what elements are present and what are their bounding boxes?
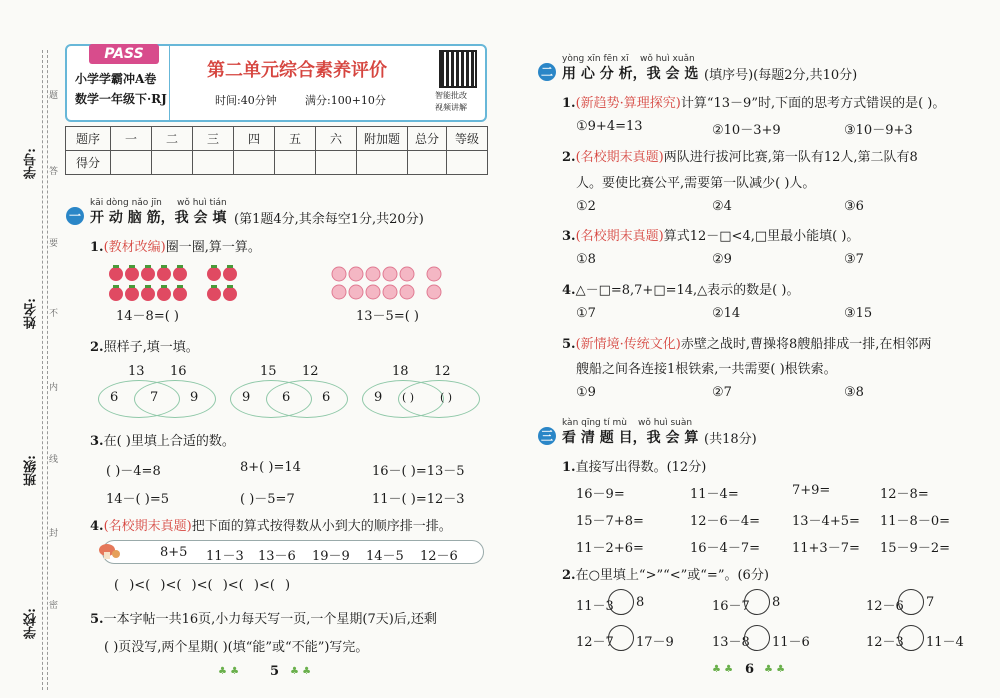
section-title: 看 清 题 目，我 会 算 [562,430,699,446]
venn-top-right: 12 [434,364,451,379]
venn-top-left: 13 [128,364,145,379]
full-score: 满分:100+10分 [305,94,386,107]
score-cell[interactable] [316,151,357,175]
option[interactable]: ①9 [576,385,596,400]
calc-question-2: 2.在○里填上“>”“<”或“=”。(6分) [562,568,769,583]
score-cell[interactable] [152,151,193,175]
option[interactable]: ②4 [712,199,732,214]
table-cell: 一 [111,127,152,151]
order-answer-blanks[interactable]: ( )<( )<( )<( )<( )<( ) [114,578,291,593]
compare-left: 11－3 [576,599,614,614]
choice-question-5: 5.(新情境·传统文化)赤壁之战时,曹操将8艘船排成一排,在相邻两 [562,337,932,352]
table-cell: 附加题 [357,127,408,151]
qr-code-icon [439,50,477,88]
margin-char: 密 [49,601,59,611]
table-cell: 等级 [447,127,488,151]
margin-char: 封 [49,529,59,539]
equation-1: 14－8=( ) [116,309,179,324]
choice-question-2-line2: 人。要使比赛公平,需要第一队减少( )人。 [576,176,816,191]
calc-item[interactable]: 11－4= [690,487,739,502]
table-cell: 总分 [408,127,447,151]
question-4: 4.(名校期末真题)把下面的算式按得数从小到大的顺序排一排。 [90,519,452,534]
class-label: 班级: [24,455,39,486]
section-title: 用 心 分 析，我 会 选 [562,66,699,82]
compare-right: 8 [772,595,781,610]
choice-question-2: 2.(名校期末真题)两队进行拔河比赛,第一队有12人,第二队有8 [562,150,918,165]
compare-circle[interactable] [898,589,924,615]
calc-item[interactable]: 11－8－0= [880,514,950,529]
option[interactable]: ②9 [712,252,732,267]
calc-item[interactable]: 12－6－4= [690,514,760,529]
section-badge: 一 [66,207,84,225]
question-3: 3.在( )里填上合适的数。 [90,434,235,449]
binding-line-2 [47,50,48,690]
section-pinyin: wǒ huì suàn [638,418,693,428]
section-pinyin: wǒ huì tián [177,198,227,208]
table-cell: 三 [193,127,234,151]
compare-circle[interactable] [744,589,770,615]
compare-left: 12－3 [866,635,904,650]
venn-middle: 6 [282,390,291,405]
compare-left: 16－7 [712,599,750,614]
question-2: 2.照样子,填一填。 [90,340,199,355]
section-note: (填序号)(每题2分,共10分) [704,68,858,83]
venn-left: 9 [242,390,251,405]
sprout-icon: ♣ ♣ [764,664,786,675]
student-id-label: 学号: [24,148,39,179]
compare-right: 7 [926,595,935,610]
expression: 12－6 [420,549,458,564]
page-title: 第二单元综合素养评价 [207,60,387,81]
page-number-right: 6 [745,662,755,677]
score-table [65,126,488,175]
compare-right: 11－6 [772,635,810,650]
expression: 8+5 [160,545,188,560]
table-cell: 六 [316,127,357,151]
margin-char: 题 [49,91,59,101]
venn-left: 6 [110,390,119,405]
venn-ellipse [266,380,348,418]
equation-2: 13－5=( ) [356,309,419,324]
fill-blank-item[interactable]: 14－( )=5 [106,492,169,507]
score-cell[interactable] [111,151,152,175]
venn-top-left: 15 [260,364,277,379]
calc-item[interactable]: 12－8= [880,487,929,502]
sprout-icon: ♣ ♣ [218,666,240,677]
venn-left: 9 [374,390,383,405]
book-name: 小学学霸冲A卷 [75,72,157,86]
fill-blank-item[interactable]: 8+( )=14 [240,460,301,475]
choice-question-4: 4.△－□=8,7+□=14,△表示的数是( )。 [562,283,800,298]
grade-label: 数学一年级下·RJ [75,92,167,106]
compare-right: 17－9 [636,635,674,650]
compare-right: 11－4 [926,635,964,650]
section-badge: 二 [538,63,556,81]
venn-top-left: 18 [392,364,409,379]
margin-char: 答 [49,167,59,177]
table-cell: 五 [275,127,316,151]
venn-middle-blank[interactable]: ( ) [402,391,415,404]
compare-circle[interactable] [608,625,634,651]
score-cell[interactable] [234,151,275,175]
sprout-icon: ♣ ♣ [290,666,312,677]
compare-circle[interactable] [898,625,924,651]
table-cell: 得分 [66,151,111,175]
qr-note-1: 智能批改 [435,91,467,100]
choice-question-3: 3.(名校期末真题)算式12－□<4,□里最小能填( )。 [562,229,860,244]
score-cell[interactable] [275,151,316,175]
mushroom-icon [98,542,120,560]
section-badge: 三 [538,427,556,445]
calc-item[interactable]: 13－4+5= [792,514,860,529]
expression: 19－9 [312,549,350,564]
margin-char: 不 [49,309,59,319]
compare-left: 12－7 [576,635,614,650]
venn-top-right: 16 [170,364,187,379]
venn-right-blank[interactable]: ( ) [440,391,453,404]
choice-question-5-line2: 艘船之间各连接1根铁索,一共需要( )根铁索。 [576,362,837,377]
table-cell: 二 [152,127,193,151]
compare-left: 12－6 [866,599,904,614]
option[interactable]: ③10－9+3 [844,123,913,138]
header-divider [169,46,170,120]
fill-blank-item[interactable]: 11－( )=12－3 [372,492,465,507]
calc-item[interactable]: 15－7+8= [576,514,644,529]
margin-char: 要 [49,239,59,249]
qr-note-2: 视频讲解 [435,103,467,112]
compare-circle[interactable] [744,625,770,651]
calc-item[interactable]: 7+9= [792,483,831,498]
binding-line [42,50,43,690]
venn-middle: 7 [150,390,159,405]
option[interactable]: ②10－3+9 [712,123,781,138]
fill-blank-item[interactable]: 16－( )=13－5 [372,464,465,479]
margin-char: 线 [49,455,59,465]
option[interactable]: ①7 [576,306,596,321]
section-pinyin: kāi dòng nǎo jīn [90,198,162,208]
option[interactable]: ①2 [576,199,596,214]
compare-left: 13－8 [712,635,750,650]
calc-item[interactable]: 11－2+6= [576,541,644,556]
expression: 11－3 [206,549,244,564]
page-number-left: 5 [270,664,280,679]
section-pinyin: kàn qīng tí mù [562,418,627,428]
option[interactable]: ①8 [576,252,596,267]
expression: 13－6 [258,549,296,564]
expression: 14－5 [366,549,404,564]
question-1: 1.(教材改编)圈一圈,算一算。 [90,240,261,255]
pass-logo: PASS [89,44,159,64]
question-5: 5.一本字帖一共16页,小力每天写一页,一个星期(7天)后,还剩 [90,612,437,627]
calc-item[interactable]: 16－4－7= [690,541,760,556]
score-cell[interactable] [447,151,488,175]
fill-blank-item[interactable]: ( )－4=8 [106,464,161,479]
compare-right: 8 [636,595,645,610]
option[interactable]: ①9+4=13 [576,119,643,134]
sprout-icon: ♣ ♣ [712,664,734,675]
student-name-label: 姓名: [24,298,39,329]
option[interactable]: ③15 [844,306,873,321]
option[interactable]: ②14 [712,306,741,321]
venn-ellipse [134,380,216,418]
calc-item[interactable]: 11+3－7= [792,541,860,556]
choice-question-1: 1.(新趋势·算理探究)计算“13－9”时,下面的思考方式错误的是( )。 [562,96,946,111]
calc-item[interactable]: 15－9－2= [880,541,950,556]
score-cell[interactable] [408,151,447,175]
time-limit: 时间:40分钟 [215,94,277,107]
question-5-line2: ( )页没写,两个星期( )(填“能”或“不能”)写完。 [104,640,369,655]
calc-item[interactable]: 16－9= [576,487,625,502]
option[interactable]: ③8 [844,385,864,400]
option[interactable]: ③6 [844,199,864,214]
header-box [65,44,487,122]
table-cell: 题序 [66,127,111,151]
compare-circle[interactable] [608,589,634,615]
option[interactable]: ③7 [844,252,864,267]
option[interactable]: ②7 [712,385,732,400]
section-pinyin: wǒ huì xuǎn [640,54,695,64]
section-title: 开 动 脑 筋，我 会 填 [90,210,227,226]
calc-question-1: 1.直接写出得数。(12分) [562,460,707,475]
venn-top-right: 12 [302,364,319,379]
section-note: (共18分) [704,432,757,447]
table-cell: 四 [234,127,275,151]
school-label: 学校: [24,608,39,639]
venn-right: 9 [190,390,199,405]
peach-group-icon [330,264,445,302]
fill-blank-item[interactable]: ( )－5=7 [240,492,295,507]
section-note: (第1题4分,其余每空1分,共20分) [234,212,424,227]
section-pinyin: yòng xīn fēn xī [562,54,629,64]
strawberry-group-icon [106,262,246,302]
margin-char: 内 [49,383,59,393]
venn-right: 6 [322,390,331,405]
score-cell[interactable] [357,151,408,175]
score-cell[interactable] [193,151,234,175]
